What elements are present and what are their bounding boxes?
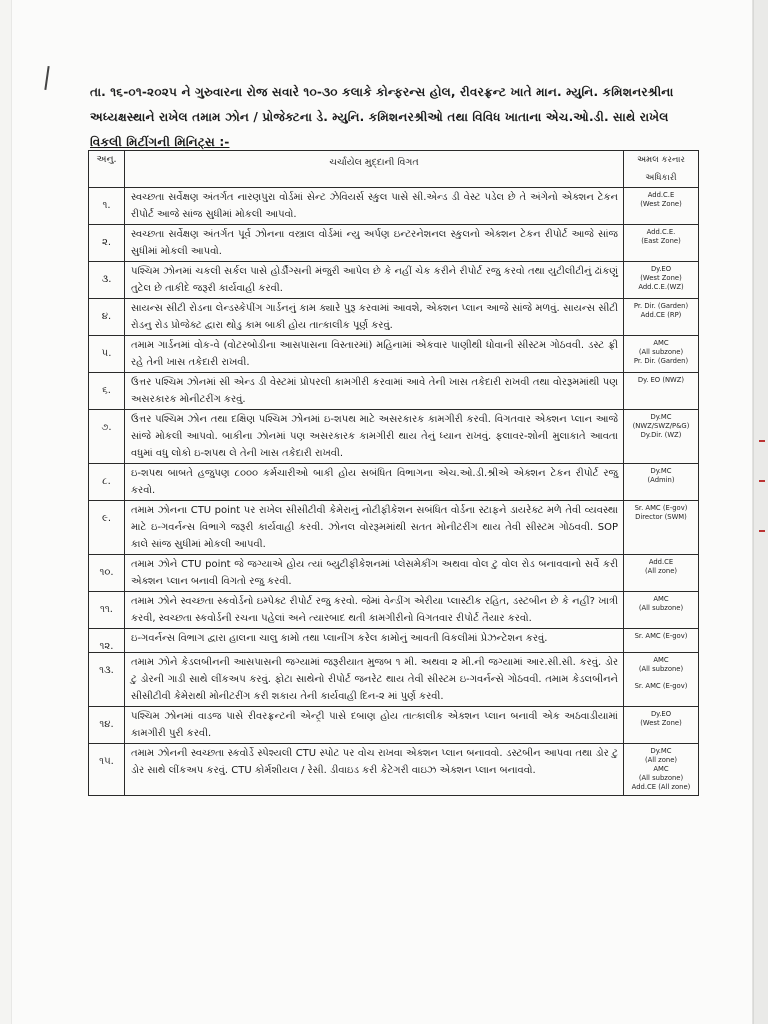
table-row (89, 592, 699, 629)
row-description: પશ્ચિમ ઝોનમાં ચકલી સર્કલ પાસે હોર્ડીંગ્સની મંજુરી આપેલ છે કે નહીં ચેક કરીને રીપોર્ટ રજુ કરવો તથા યુટીલીટીનું ઢાંકણું તુટેલ છે તાકીદે જરૂરી કાર્યવાહી કરવી. (125, 262, 624, 299)
row-description: તમામ ગાર્ડનમાં વોક-વે (વોટરબોડીના આસપાસના વિસ્તારમાં) મહિનામાં એકવાર પાણીથી ધોવાની સીસ્ટમ ગોઠવવી. ડસ્ટ ફ્રી રહે તેની ખાસ તકેદારી રાખવી. (125, 336, 624, 373)
header-officer (624, 151, 699, 188)
table-row (89, 410, 699, 464)
officer-line: Dy.EO (650, 710, 672, 718)
row-officer (624, 555, 699, 592)
officer-line: Add.C.E.(WZ) (638, 283, 684, 291)
header-officer-line1: અમલ કરનાર (637, 155, 685, 165)
officer-line: (All zone) (644, 567, 678, 575)
edge-mark (759, 530, 765, 532)
officer-line: (All subzone) (638, 604, 684, 612)
table-row (89, 629, 699, 653)
document-heading (90, 80, 700, 155)
officer-line: Add.C.E. (646, 228, 676, 236)
row-officer (624, 592, 699, 629)
officer-line: Add.CE (RP) (640, 311, 682, 319)
table-row (89, 653, 699, 707)
row-serial: ૧૧. (89, 592, 125, 629)
officer-line: Dy.Dir. (WZ) (640, 431, 682, 439)
officer-line: (East Zone) (641, 237, 681, 245)
pen-mark (44, 66, 49, 90)
row-description: તમામ ઝોને કેડલબીનની આસપાસની જગ્યામાં જરૂરીયાત મુજબ ૧ મી. અથવા ૨ મી.ની જગ્યામાં આર.સી.સી. કરવું. ડોર ટુ ડોરની ગાડી સાથે લીંકઅપ કરવું. ફોટા સાથેનો રીપોર્ટ જનરેટ થાય તેવી સીસ્ટમ ઇ-ગવર્નન્સે ગોઠવવી. તમામ કેડલબીનને સીસીટીવી કેમેરાથી મોનીટરીંગ કરી શકાય તેની કાર્યવાહી દિન-૨ માં પુર્ણ કરવી. (125, 653, 624, 707)
adjacent-page-edge (753, 0, 768, 1024)
row-serial: ૧૩. (89, 653, 125, 707)
officer-line: Dy.MC (650, 467, 672, 475)
row-serial: ૧૪. (89, 707, 125, 744)
edge-mark (759, 480, 765, 482)
row-officer (624, 464, 699, 501)
row-description: ઉત્તર પશ્ચિમ ઝોન તથા દક્ષિણ પશ્ચિમ ઝોનમાં ઇ-શપથ માટે અસરકારક કામગીરી કરવી. વિગતવાર એક્શન પ્લાન આજે સાંજે મોકલી આપવો. બાકીના ઝોનમાં પણ અસરકારક કામગીરી થાય તેનું ધ્યાન રાખવું. ફલાવર-શોની મુલાકાતે આવતા વધુમાં વધુ લોકો ઇ-શપથ લે તેની ખાસ તકેદારી રાખવી. (125, 410, 624, 464)
officer-line: (All subzone) (638, 774, 684, 782)
row-serial: ૧૨. (89, 629, 125, 653)
officer-line: Pr. Dir. (Garden) (633, 302, 689, 310)
row-serial: ૩. (89, 262, 125, 299)
header-officer-line2: અધિકારી (645, 173, 677, 183)
row-description: સ્વચ્છતા સર્વેક્ષણ અંતર્ગત નારણપુરા વોર્ડમાં સેન્ટ ઝેવિયર્સ સ્કુલ પાસે સી.એન્ડ ડી વેસ્ટ પડેલ છે તે અંગેનો એક્શન ટેકન રીપોર્ટ આજે સાંજ સુધીમાં મોકલી આપવો. (125, 188, 624, 225)
row-description: ઇ-ગવર્નન્સ વિભાગ દ્વારા હાલના ચાલુ કામો તથા પ્લાનીંગ કરેલ કામોનું આવતી વિકલીમાં પ્રેઝન્ટેશન કરવું. (125, 629, 624, 653)
row-description: સ્વચ્છતા સર્વેક્ષણ અંતર્ગત પૂર્વ ઝોનના વસ્ત્રાલ વોર્ડમાં ન્યુ અર્પણ ઇન્ટરનેશનલ સ્કુલનો એક્શન ટેકન રીપોર્ટ આજે સાંજ સુધીમાં મોકલી આપવો. (125, 225, 624, 262)
row-officer (624, 707, 699, 744)
row-officer (624, 188, 699, 225)
table-row (89, 336, 699, 373)
officer-line: Add.CE (All zone) (631, 783, 691, 791)
row-officer (624, 336, 699, 373)
row-serial: ૭. (89, 410, 125, 464)
row-description: તમામ ઝોનની સ્વચ્છતા સ્કવોર્ડે સ્પેશ્યલી CTU સ્પોટ પર વોચ રાખવા એક્શન પ્લાન બનાવવો. ડસ્ટબીન આપવા તથા ડોર ટુ ડોર સાથે લીંકઅપ કરવું. CTU કોર્મશીયલ / રેસી. ડીવાઇડ કરી કેટેગરી વાઇઝ એક્શન પ્લાન બનાવવો. (125, 744, 624, 796)
table-row (89, 744, 699, 796)
officer-line: (Admin) (647, 476, 675, 484)
row-officer (624, 653, 699, 707)
document-page (12, 0, 752, 1024)
header-description: ચર્ચાયેલ મુદ્દાની વિગત (125, 151, 624, 188)
row-serial: ૪. (89, 299, 125, 336)
row-officer (624, 225, 699, 262)
officer-line: (All subzone) (638, 665, 684, 673)
officer-line: (NWZ/SWZ/P&G) (632, 422, 690, 430)
table-header-row (89, 151, 699, 188)
officer-line: (West Zone) (640, 274, 682, 282)
table-row (89, 299, 699, 336)
row-officer (624, 744, 699, 796)
table-row (89, 373, 699, 410)
row-serial: ૯. (89, 501, 125, 555)
row-description: ઉત્તર પશ્ચિમ ઝોનમાં સી એન્ડ ડી વેસ્ટમાં પ્રોપરલી કામગીરી કરવામાં આવે તેની ખાસ તકેદારી રાખવી તથા વોરરૂમમાંથી પણ અસરકારક મોનીટરીંગ કરવું. (125, 373, 624, 410)
officer-line: Add.C.E (647, 191, 675, 199)
row-serial: ૧૫. (89, 744, 125, 796)
header-serial: અનુ. (89, 151, 125, 188)
heading-line-3: વિકલી મિટીંગની મિનિટ્સ :- (90, 135, 230, 149)
officer-line: Sr. AMC (E-gov) (634, 632, 688, 640)
minutes-table (88, 150, 699, 796)
row-serial: ૧૦. (89, 555, 125, 592)
heading-line-2: અધ્યક્ષસ્થાને રાખેલ તમામ ઝોન / પ્રોજેક્ટના ડે. મ્યુનિ. કમિશનરશ્રીઓ તથા વિવિધ ખાતાના એચ.ઓ.ડી. સાથે રાખેલ (90, 110, 669, 124)
officer-line: Dy.MC (650, 413, 672, 421)
row-serial: ૬. (89, 373, 125, 410)
row-officer (624, 299, 699, 336)
row-officer (624, 262, 699, 299)
row-officer (624, 373, 699, 410)
row-officer (624, 501, 699, 555)
table-row (89, 707, 699, 744)
edge-mark (759, 440, 765, 442)
table-row (89, 501, 699, 555)
officer-line: Dy. EO (NWZ) (637, 376, 685, 384)
officer-line: Sr. AMC (E-gov) (634, 504, 688, 512)
row-description: તમામ ઝોનના CTU point પર રાખેલ સીસીટીવી કેમેરાનું નોટીફીકેશન સબંધિત વોર્ડના સ્ટાફને ડાયરેક્ટ મળે તેવી વ્યવસ્થા માટે ઇ-ગવર્નન્સ વિભાગે જરૂરી કાર્યવાહી કરવી. ઝોનલ વોરરૂમમાંથી સતત મોનીટરીંગ થાય તેવી સીસ્ટમ ગોઠવવી. SOP કાલે સાંજ સુધીમાં મોકલી આપવી. (125, 501, 624, 555)
row-officer (624, 629, 699, 653)
officer-line: AMC (653, 595, 669, 603)
row-serial: ૮. (89, 464, 125, 501)
row-serial: ૨. (89, 225, 125, 262)
table-row (89, 555, 699, 592)
officer-line: AMC (653, 656, 669, 664)
table-row (89, 225, 699, 262)
officer-line: AMC (653, 339, 669, 347)
officer-line: (West Zone) (640, 719, 682, 727)
officer-line: (All zone) (644, 756, 678, 764)
officer-line: Pr. Dir. (Garden) (633, 357, 689, 365)
table-row (89, 464, 699, 501)
table-body (89, 188, 699, 796)
heading-line-1: તા. ૧૬-૦૧-૨૦૨૫ ને ગુરુવારના રોજ સવારે ૧૦-૩૦ કલાકે કોન્ફરન્સ હોલ, રીવરફ્રન્ટ ખાતે માન. મ્યુનિ. કમિશનરશ્રીના (90, 85, 674, 99)
officer-line: Sr. AMC (E-gov) (634, 682, 688, 690)
row-serial: ૧. (89, 188, 125, 225)
row-officer (624, 410, 699, 464)
officer-line: (All subzone) (638, 348, 684, 356)
table-row (89, 262, 699, 299)
officer-line: Director (SWM) (635, 513, 687, 521)
officer-line: Add.CE (648, 558, 674, 566)
row-description: સાયન્સ સીટી રોડના લેન્ડસ્કેપીંગ ગાર્ડનનું કામ ક્યારે પુરૂ કરવામાં આવશે, એક્શન પ્લાન આજે સાંજે મળવું. સાયન્સ સીટી રોડનુ રોડ પ્રોજેક્ટ દ્વારા થોડુ કામ બાકી હોય તાત્કાલીક પૂર્ણ કરવું. (125, 299, 624, 336)
row-description: તમામ ઝોને CTU point જે જગ્યાએ હોય ત્યાં બ્યુટીફીકેશનમાં પ્લેસમેકીંગ અથવા વોલ ટુ વોલ રોડ બનાવવાનો સર્વે કરી એક્શન પ્લાન બનાવી વિગતો રજુ કરવી. (125, 555, 624, 592)
officer-line: Dy.EO (650, 265, 672, 273)
officer-line: Dy.MC (650, 747, 672, 755)
officer-line (626, 674, 696, 682)
officer-line: AMC (653, 765, 669, 773)
row-serial: ૫. (89, 336, 125, 373)
row-description: તમામ ઝોને સ્વચ્છતા સ્કવોર્ડનો ઇમ્પેક્ટ રીપોર્ટ રજુ કરવો. જેમાં વેન્ડીંગ એરીયા પ્લાસ્ટીક રહિત, ડસ્ટબીન છે કે નહીં? ખાત્રી કરવી, સ્વચ્છતા સ્કવોર્ડની રચના પહેલાં અને ત્યારબાદ થતી કામગીરીનો વિગતવાર રીપોર્ટ તૈયાર કરવો. (125, 592, 624, 629)
row-description: પશ્ચિમ ઝોનમાં વાડજ પાસે રીવરફ્રન્ટની એન્ટ્રી પાસે દબાણ હોય તાત્કાલીક એક્શન પ્લાન બનાવી એક અઠવાડીયામાં કામગીરી પુરી કરવી. (125, 707, 624, 744)
officer-line: (West Zone) (640, 200, 682, 208)
row-description: ઇ-શપથ બાબતે હજુપણ ૮૦૦૦ કર્મચારીઓ બાકી હોય સબંધિત વિભાગના એચ.ઓ.ડી.શ્રીએ એક્શન ટેકન રીપોર્ટ રજુ કરવો. (125, 464, 624, 501)
table-row (89, 188, 699, 225)
